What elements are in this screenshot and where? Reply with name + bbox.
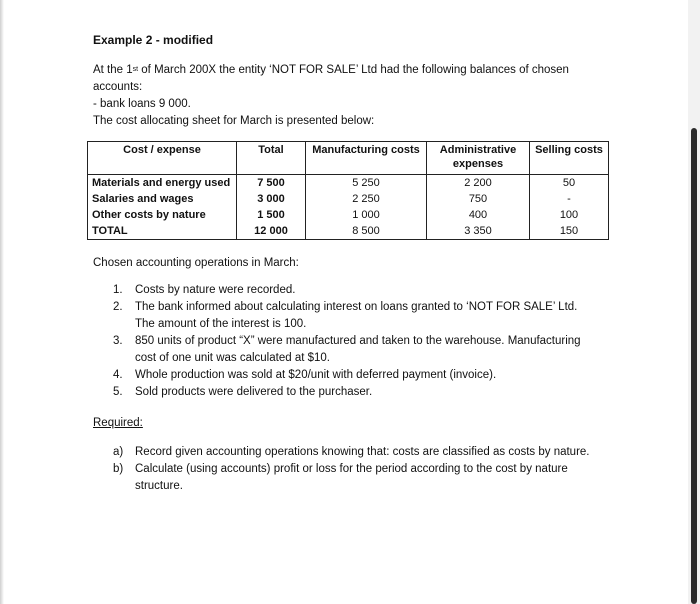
item-text: 850 units of product “X” were manufactured and taken to the warehouse. Manufacturing cost of one unit was calculated at $10. [135,335,581,364]
table-row [88,191,609,207]
list-item [113,333,593,367]
cell-manufacturing: 5 250 [306,175,427,192]
vertical-scrollbar[interactable] [688,0,700,604]
table-row-total [88,223,609,240]
cell-administrative: 750 [427,191,530,207]
cell-total: 7 500 [237,175,306,192]
item-number: 3. [113,335,123,347]
cell-name: TOTAL [88,223,237,240]
cell-selling: 50 [530,175,609,192]
header-manufacturing: Manufacturing costs [306,142,427,175]
intro-line-1 [93,62,569,79]
required-list [113,444,593,495]
list-item [113,461,593,495]
item-text: Record given accounting operations knowing that: costs are classified as costs by nature. [135,446,590,458]
cell-administrative: 2 200 [427,175,530,192]
item-text: Costs by nature were recorded. [135,284,296,296]
required-heading: Required: [93,417,143,429]
cost-allocating-sheet [87,141,609,240]
intro-line-2: accounts: [93,81,143,93]
page-edge-shadow [0,0,4,604]
cell-total: 3 000 [237,191,306,207]
item-number: 2. [113,301,123,313]
item-text: Sold products were delivered to the purchaser. [135,386,373,398]
cell-name: Materials and energy used [88,175,237,192]
cell-total: 1 500 [237,207,306,223]
item-number: 5. [113,386,123,398]
list-item [113,299,593,333]
cell-manufacturing: 2 250 [306,191,427,207]
cell-manufacturing: 8 500 [306,223,427,240]
scrollbar-thumb[interactable] [691,128,697,604]
intro-suffix: of March 200X the entity ‘NOT FOR SALE’ Ltd had the following balances of chosen [138,64,569,76]
cell-administrative: 3 350 [427,223,530,240]
cell-selling: - [530,191,609,207]
cell-name: Other costs by nature [88,207,237,223]
item-number: 1. [113,284,123,296]
item-letter: a) [113,446,124,458]
item-text: Whole production was sold at $20/unit with deferred payment (invoice). [135,369,497,381]
header-administrative: Administrative expenses [427,142,530,175]
item-text: Calculate (using accounts) profit or loss for the period according to the cost by nature structure. [135,463,568,492]
intro-sup: st [132,66,139,73]
list-item [113,384,593,401]
table-row [88,175,609,192]
item-letter: b) [113,463,124,475]
cell-administrative: 400 [427,207,530,223]
cell-total: 12 000 [237,223,306,240]
cell-name: Salaries and wages [88,191,237,207]
operations-heading: Chosen accounting operations in March: [93,257,299,269]
example-title: Example 2 - modified [93,33,214,47]
cell-selling: 150 [530,223,609,240]
table-intro-line: The cost allocating sheet for March is presented below: [93,115,375,127]
cell-selling: 100 [530,207,609,223]
bank-loans-line: - bank loans 9 000. [93,98,191,110]
item-number: 4. [113,369,123,381]
operations-list [113,282,593,401]
list-item [113,367,593,384]
cell-manufacturing: 1 000 [306,207,427,223]
intro-prefix: At the 1 [93,64,133,76]
list-item [113,444,593,461]
header-total: Total [237,142,306,175]
header-cost-expense: Cost / expense [88,142,237,175]
header-selling: Selling costs [530,142,609,175]
table-row [88,207,609,223]
list-item [113,282,593,299]
table-header-row [88,142,609,175]
item-text: The bank informed about calculating interest on loans granted to ‘NOT FOR SALE’ Ltd. The amount of the interest is 100. [135,301,578,330]
